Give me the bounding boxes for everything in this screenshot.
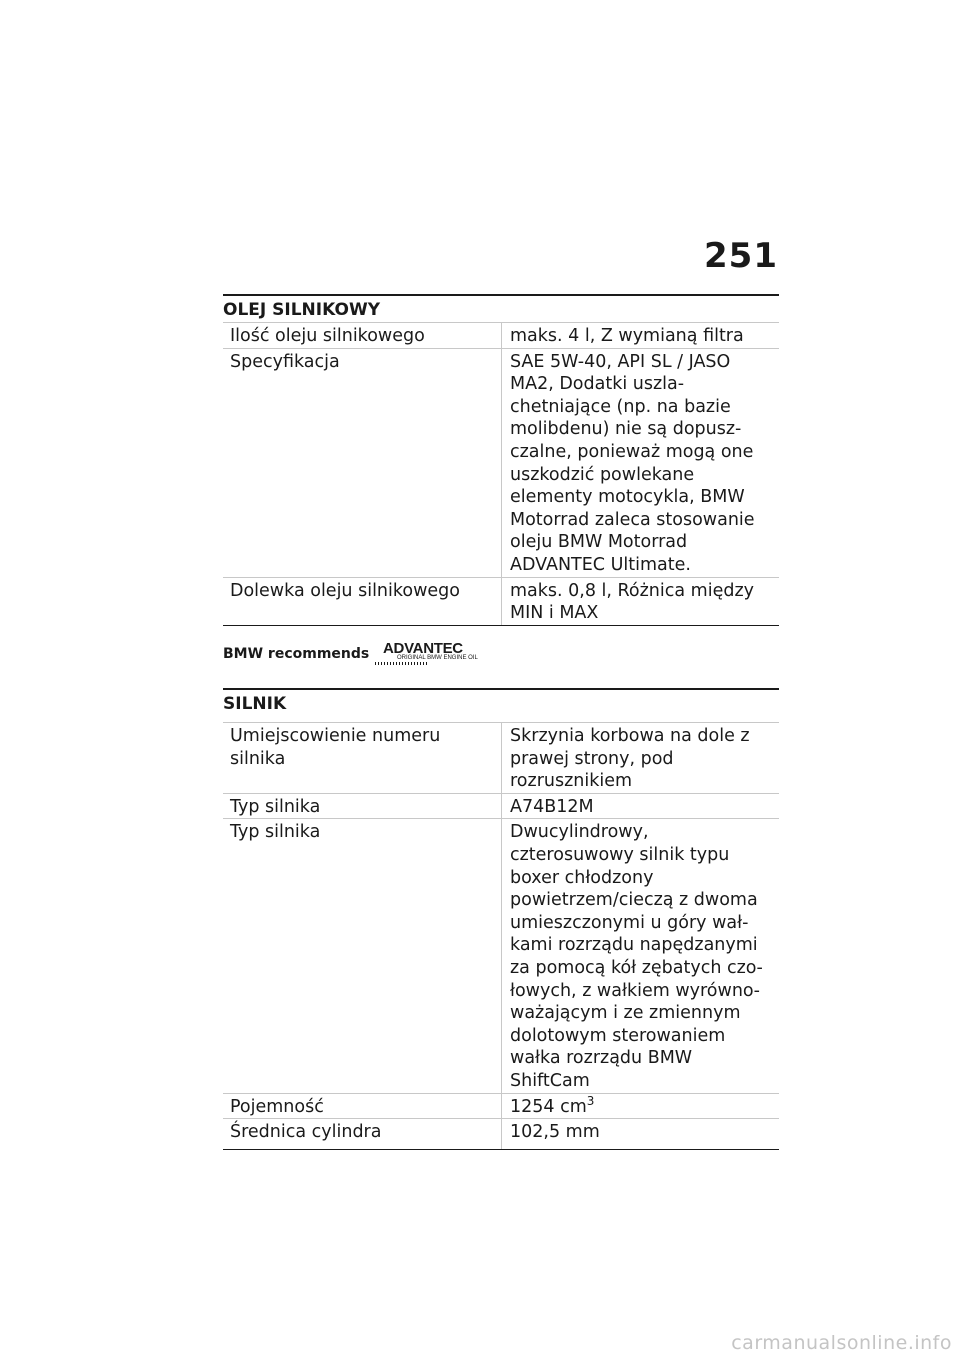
engine-type-value: Dwucylindrowy, czterosuwowy silnik typu boxer chłodzony powietrzem/cieczą z dwoma umieszczonymi u góry wałkami rozrządu napędzanymi za pomocą kół zębatych czołowych, z wałkiem wyrównoważającym i ze zmiennym dolotowym sterowaniem wałka rozrządu BMW ShiftCam	[502, 819, 780, 1093]
engine-number-location-value: Skrzynia korbowa na dole z prawej strony, pod rozrusznikiem	[502, 723, 780, 794]
oil-quantity-value: maks. 4 l, Z wymianą filtra	[502, 323, 780, 349]
engine-section-title: SILNIK	[223, 688, 779, 722]
oil-section	[223, 294, 779, 626]
cylinder-bore-label: Średnica cylindra	[223, 1119, 502, 1150]
table-row	[223, 1093, 779, 1119]
table-row	[223, 723, 779, 794]
table-row	[223, 1119, 779, 1150]
table-row	[223, 577, 779, 625]
engine-section	[223, 688, 779, 1150]
table-row	[223, 793, 779, 819]
advantec-logo	[375, 640, 478, 666]
oil-topup-label: Dolewka oleju silnikowego	[223, 577, 502, 625]
displacement-label: Pojemność	[223, 1093, 502, 1119]
recommend-text: BMW recommends	[223, 646, 370, 662]
oil-spec-table	[223, 322, 779, 626]
displacement-unit-exponent: 3	[586, 1093, 595, 1108]
oil-topup-value: maks. 0,8 l, Różnica między MIN i MAX	[502, 577, 780, 625]
advantec-logo-bars	[375, 662, 427, 665]
advantec-logo-main: ADVANTEC	[383, 640, 463, 657]
displacement-value	[502, 1093, 780, 1119]
oil-spec-value: SAE 5W-40, API SL / JASO MA2, Dodatki uszlachetniające (np. na bazie molibdenu) nie są dopuszczalne, ponieważ mogą one uszkodzić powlekane elementy motocykla, BMW Motorrad zaleca stosowanie oleju BMW Motorrad ADVANTEC Ultimate.	[502, 348, 780, 577]
oil-section-title: OLEJ SILNIKOWY	[223, 294, 779, 322]
displacement-number: 1254 cm	[510, 1096, 587, 1117]
engine-type-label: Typ silnika	[223, 819, 502, 1093]
bmw-recommends	[223, 640, 779, 670]
table-row	[223, 323, 779, 349]
table-row	[223, 348, 779, 577]
table-row	[223, 819, 779, 1093]
cylinder-bore-value: 102,5 mm	[502, 1119, 780, 1150]
watermark: carmanualsonline.info	[731, 1332, 952, 1354]
engine-type-code-value: A74B12M	[502, 793, 780, 819]
engine-type-code-label: Typ silnika	[223, 793, 502, 819]
oil-quantity-label: Ilość oleju silnikowego	[223, 323, 502, 349]
oil-spec-label: Specyfikacja	[223, 348, 502, 577]
advantec-logo-sub: ORIGINAL BMW ENGINE OIL	[397, 655, 478, 661]
engine-number-location-label: Umiejscowienie numeru silnika	[223, 723, 502, 794]
engine-spec-table	[223, 722, 779, 1150]
page-number: 251	[704, 236, 778, 276]
